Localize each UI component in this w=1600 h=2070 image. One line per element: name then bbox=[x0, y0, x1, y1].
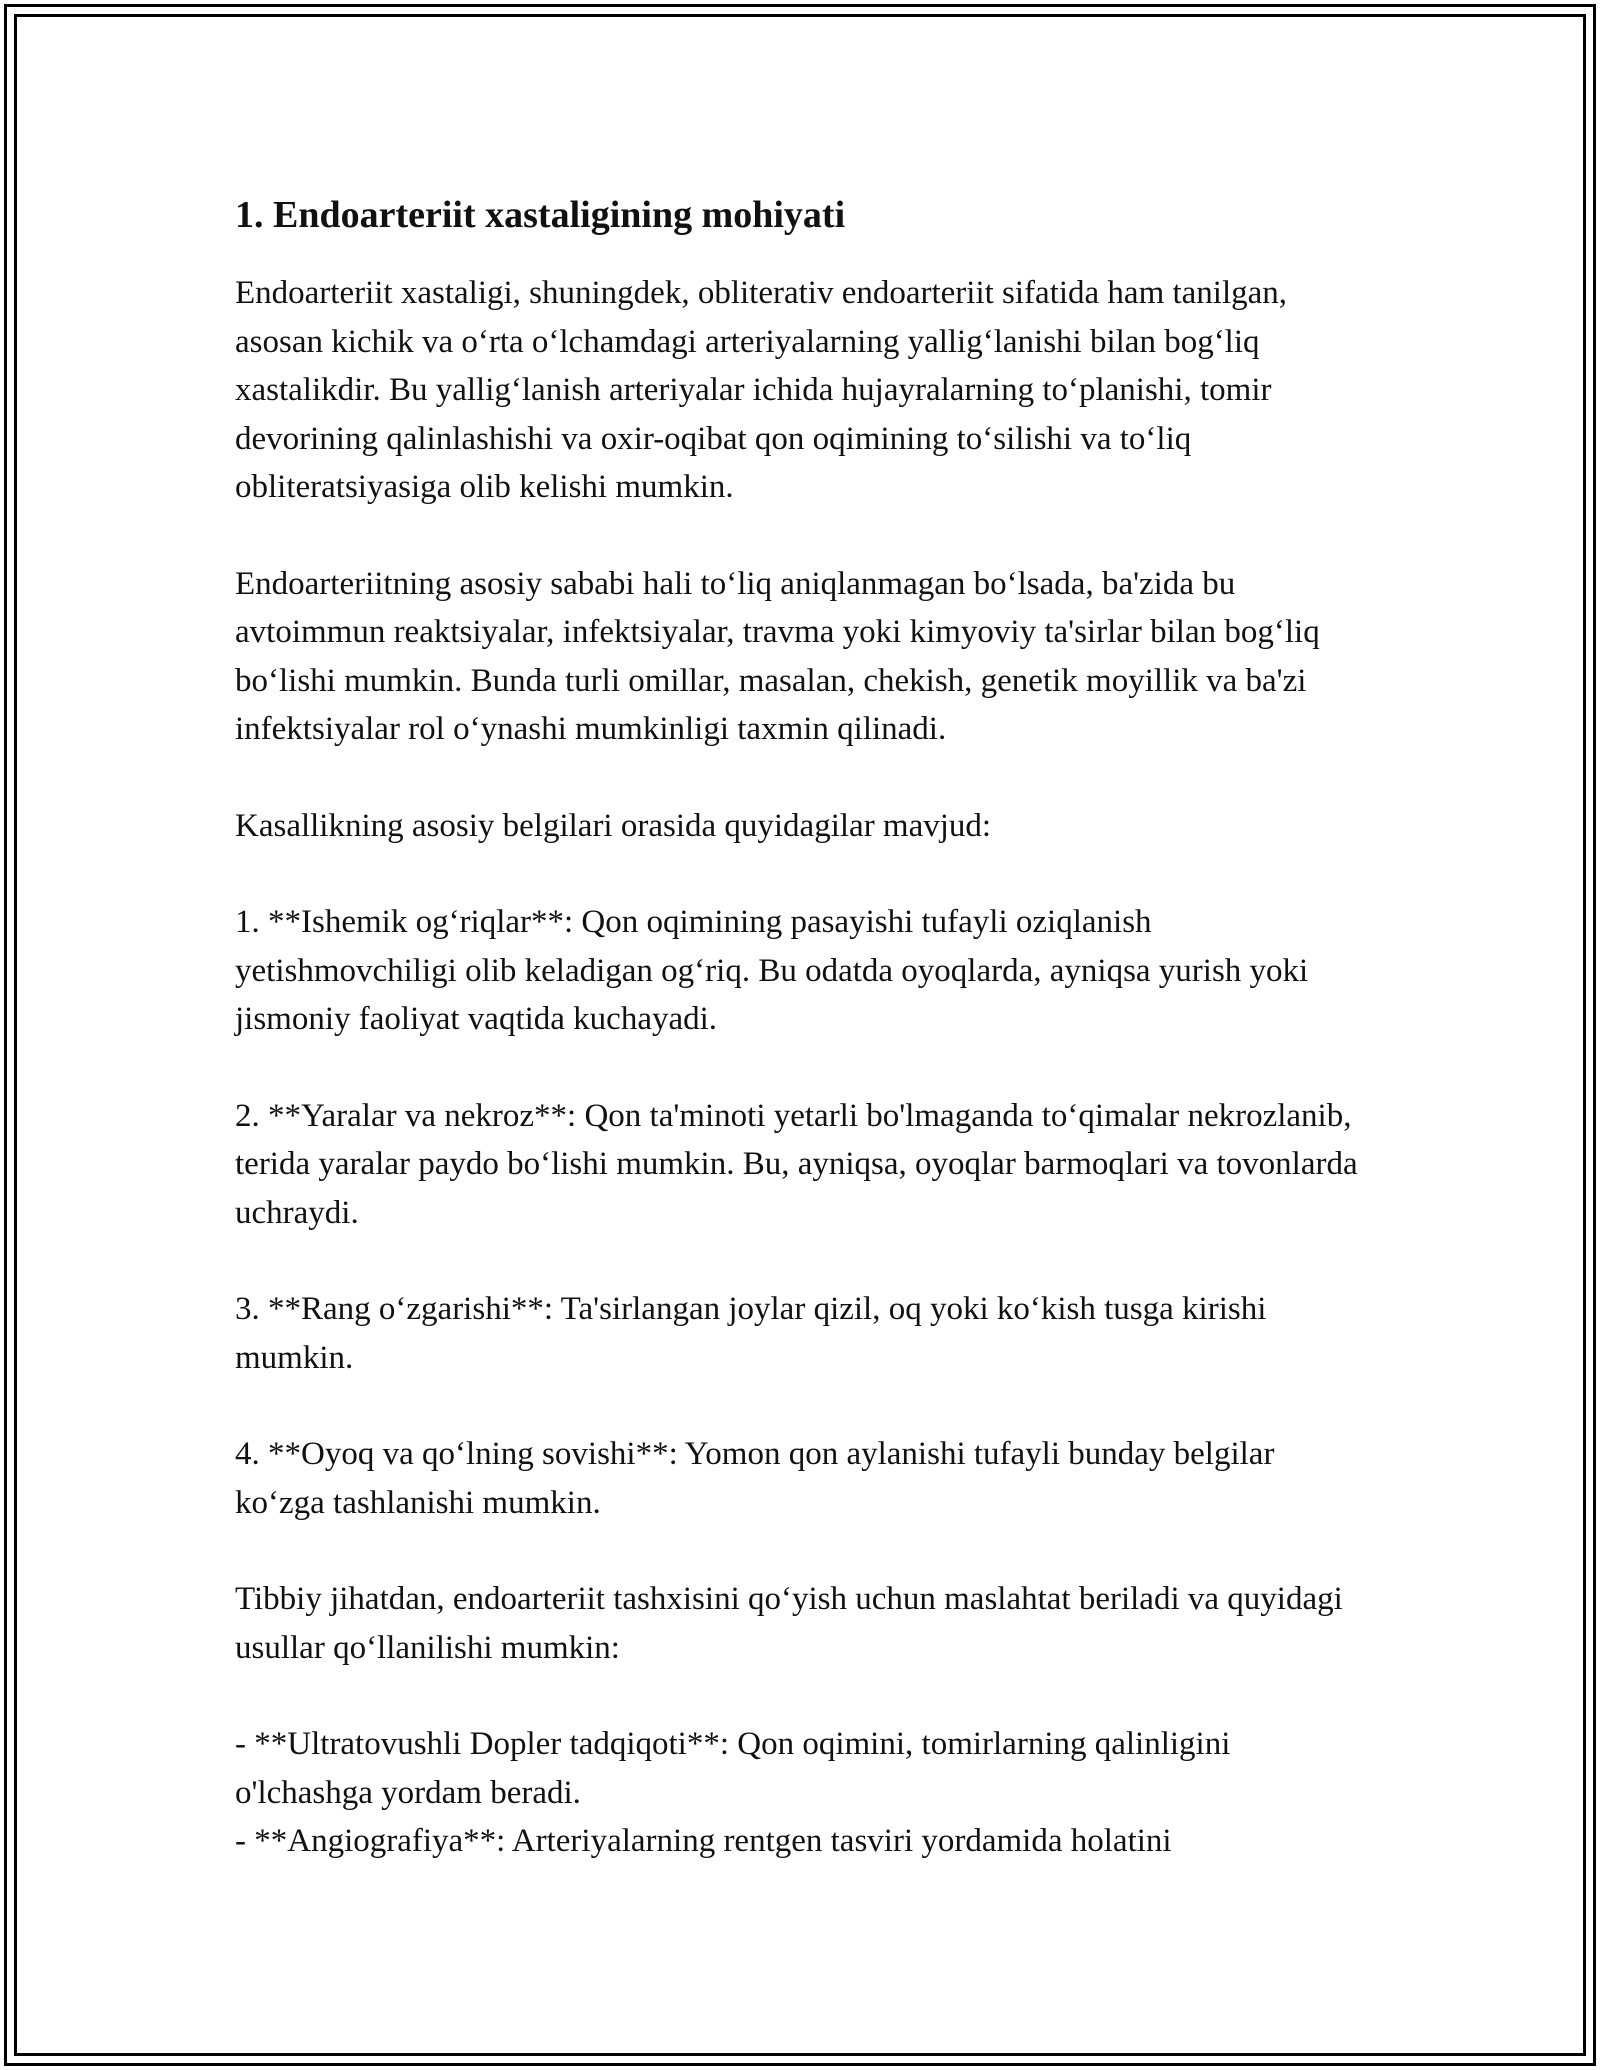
symptom-item-1: 1. **Ishemik og‘riqlar**: Qon oqimining pasayishi tufayli oziqlanish yetishmovchiligi olib keladigan og‘riq. Bu odatda oyoqlarda, ayniqsa yurish yoki jismoniy faoliyat vaqtida kuchayadi. bbox=[235, 904, 1309, 1037]
paragraph-symptoms-intro: Kasallikning asosiy belgilari orasida quyidagilar mavjud: bbox=[235, 807, 992, 844]
paragraph-diagnosis-intro: Tibbiy jihatdan, endoarteriit tashxisini qo‘yish uchun maslahtat beriladi va quyidagi usullar qo‘llanilishi mumkin: bbox=[235, 1581, 1343, 1666]
diagnosis-bullet-2: - **Angiografiya**: Arteriyalarning rentgen tasviri yordamida holatini bbox=[235, 1823, 1172, 1859]
section-heading: 1. Endoarteriit xastaligining mohiyati bbox=[235, 194, 846, 236]
symptom-item-2: 2. **Yaralar va nekroz**: Qon ta'minoti yetarli bo'lmaganda to‘qimalar nekrozlanib, terida yaralar paydo bo‘lishi mumkin. Bu, ayniqsa, oyoqlar barmoqlari va tovonlarda uchraydi. bbox=[235, 1097, 1358, 1231]
paragraph-definition: Endoarteriit xastaligi, shuningdek, obliterativ endoarteriit sifatida ham tanilgan, asosan kichik va o‘rta o‘lchamdagi arteriyalarning yallig‘lanishi bilan bog‘liq xastalikdir. Bu yallig‘lanish arteriyalar ichida hujayralarning to‘planishi, tomir devorining qalinlashishi va oxir-oqibat qon oqimining to‘silishi va to‘liq obliteratsiyasiga olib kelishi mumkin. bbox=[235, 275, 1288, 505]
symptom-item-4: 4. **Oyoq va qo‘lning sovishi**: Yomon qon aylanishi tufayli bunday belgilar ko‘zga tashlanishi mumkin. bbox=[235, 1436, 1275, 1521]
symptom-item-3: 3. **Rang o‘zgarishi**: Ta'sirlangan joylar qizil, oq yoki ko‘kish tusga kirishi mumkin. bbox=[235, 1291, 1267, 1376]
document-body bbox=[235, 185, 1365, 1866]
diagnosis-bullet-1: - **Ultratovushli Dopler tadqiqoti**: Qon oqimini, tomirlarning qalinligini o'lchashga yordam beradi. bbox=[235, 1726, 1231, 1811]
paragraph-causes: Endoarteriitning asosiy sababi hali to‘liq aniqlanmagan bo‘lsada, ba'zida bu avtoimmun reaktsiyalar, infektsiyalar, travma yoki kimyoviy ta'sirlar bilan bog‘liq bo‘lishi mumkin. Bunda turli omillar, masalan, chekish, genetik moyillik va ba'zi infektsiyalar rol o‘ynashi mumkinligi taxmin qilinadi. bbox=[235, 565, 1320, 747]
